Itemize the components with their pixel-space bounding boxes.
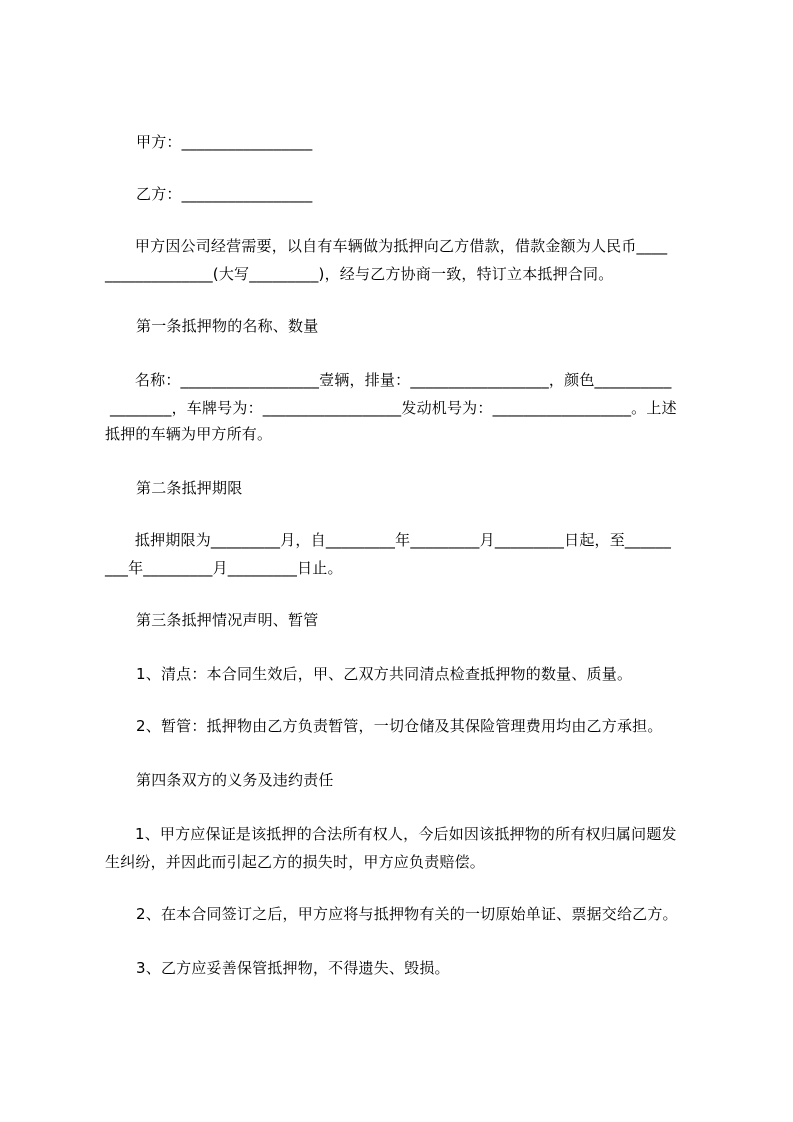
article3-title: 第三条抵押情况声明、暂管	[136, 611, 319, 629]
intro-line-2: ______________(大写_________)，经与乙方协商一致，特订立本抵押合同。	[105, 265, 614, 283]
article3-item-2: 2、暂管：抵押物由乙方负责暂管，一切仓储及其保险管理费用均由乙方承担。	[136, 717, 663, 735]
article4-item-3: 3、乙方应妥善保管抵押物，不得遗失、毁损。	[136, 959, 450, 977]
article3-item-1: 1、清点：本合同生效后，甲、乙双方共同清点检查抵押物的数量、质量。	[136, 665, 633, 683]
article4-item-1-line-2: 生纠纷，并因此而引起乙方的损失时，甲方应负责赔偿。	[105, 853, 486, 871]
article2-line-2: ___年_________月_________日止。	[105, 559, 343, 577]
article4-item-1-line-1: 1、甲方应保证是该抵押的合法所有权人，今后如因该抵押物的所有权归属问题发	[130, 825, 677, 843]
party-b-line: 乙方：_________________	[136, 185, 313, 203]
article4-title: 第四条双方的义务及违约责任	[136, 771, 334, 789]
article2-line-1: 抵押期限为_________月，自_________年_________月_________日起，至______	[125, 531, 672, 549]
party-a-line: 甲方：_________________	[136, 133, 313, 151]
intro-line-1: 甲方因公司经营需要，以自有车辆做为抵押向乙方借款，借款金额为人民币____	[125, 237, 668, 255]
article1-line-1: 名称：__________________壹辆，排量：__________________，颜色__________	[125, 371, 672, 389]
article1-title: 第一条抵押物的名称、数量	[136, 317, 319, 335]
article4-item-2: 2、在本合同签订之后，甲方应将与抵押物有关的一切原始单证、票据交给乙方。	[136, 905, 678, 923]
article2-title: 第二条抵押期限	[136, 479, 243, 497]
article1-line-2: ________，车牌号为：__________________发动机号为：__________________。上述	[105, 399, 677, 417]
article1-line-3: 抵押的车辆为甲方所有。	[105, 425, 273, 443]
